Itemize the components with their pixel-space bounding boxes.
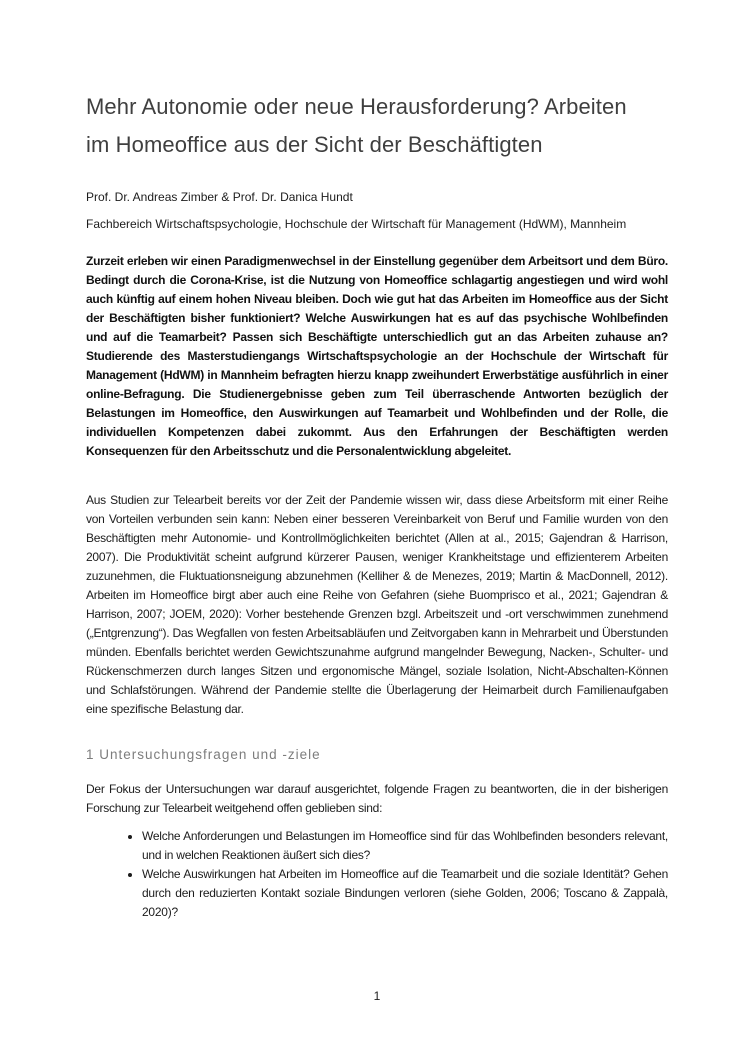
- author-byline: Prof. Dr. Andreas Zimber & Prof. Dr. Danica Hundt: [86, 190, 353, 204]
- section-intro-paragraph: Der Fokus der Untersuchungen war darauf ausgerichtet, folgende Fragen zu beantworten, die in der bisherigen Forschung zur Telearbeit weitgehend offen geblieben sind:: [86, 782, 668, 815]
- affiliation: Fachbereich Wirtschaftspsychologie, Hochschule der Wirtschaft für Management (HdWM), Mannheim: [86, 217, 627, 231]
- list-item: • Welche Auswirkungen hat Arbeiten im Homeoffice auf die Teamarbeit und die soziale Identität? Gehen durch den reduzierten Kontakt soziale Bindungen verloren (siehe Golden, 2006; Toscano & Zappalà, 2020)?: [142, 865, 668, 922]
- intro-paragraph: Aus Studien zur Telearbeit bereits vor der Zeit der Pandemie wissen wir, dass diese Arbeitsform mit einer Reihe von Vorteilen verbunden sein kann: Neben einer besseren Vereinbarkeit von Beruf und Familie wurden von den Beschäftigten mehr Autonomie- und Kontrollmöglichkeiten berichtet (Allen at al., 2015; Gajendran & Harrison, 2007). Die Produktivität scheint aufgrund kürzerer Pausen, weniger Krankheitstage und effizienterem Arbeiten zuzunehmen, die Fluktuationsneigung abzunehmen (Kelliher & de Menezes, 2019; Martin & MacDonnell, 2012). Arbeiten im Homeoffice birgt aber auch eine Reihe von Gefahren (siehe Buomprisco et al., 2021; Gajendran & Harrison, 2007; JOEM, 2020): Vorher bestehende Grenzen bzgl. Arbeitszeit und -ort verschwimmen zunehmend („Entgrenzung“). Das Wegfallen von festen Arbeitsabläufen und Zeitvorgaben kann in Mehrarbeit und Überstunden münden. Ebenfalls berichtet werden Gewichtszunahme aufgrund mangelnder Bewegung, Nacken-, Schulter- und Rückenschmerzen durch langes Sitzen und ergonomische Mängel, soziale Isolation, Nicht-Abschalten-Können und Schlafstörungen. Während der Pandemie stellte die Überlagerung der Heimarbeit durch Familienaufgaben eine spezifische Belastung dar.: [86, 493, 668, 716]
- section-heading: 1 Untersuchungsfragen und -ziele: [86, 747, 321, 762]
- page-number: 1: [373, 989, 381, 1003]
- research-question-list: [86, 827, 668, 922]
- page-title: Mehr Autonomie oder neue Herausforderung? Arbeiten im Homeoffice aus der Sicht der Beschäftigten: [86, 94, 627, 157]
- list-item: • Welche Anforderungen und Belastungen im Homeoffice sind für das Wohlbefinden besonders relevant, und in welchen Reaktionen äußert sich dies?: [142, 827, 668, 865]
- abstract-paragraph: Zurzeit erleben wir einen Paradigmenwechsel in der Einstellung gegenüber dem Arbeitsort und dem Büro. Bedingt durch die Corona-Krise, ist die Nutzung von Homeoffice schlagartig angestiegen und wird wohl auch künftig auf einem hohen Niveau bleiben. Doch wie gut hat das Arbeiten im Homeoffice aus der Sicht der Beschäftigten bisher funktioniert? Welche Auswirkungen hat es auf das psychische Wohlbefinden und auf die Teamarbeit? Passen sich Beschäftigte unterschiedlich gut an das Arbeiten zuhause an? Studierende des Masterstudiengangs Wirtschaftspsychologie an der Hochschule der Wirtschaft für Management (HdWM) in Mannheim befragten hierzu knapp zweihundert Erwerbstätige ausführlich in einer online-Befragung. Die Studienergebnisse geben zum Teil überraschende Antworten bezüglich der Belastungen im Homeoffice, den Auswirkungen auf Teamarbeit und Wohlbefinden und der Rolle, die individuellen Kompetenzen dabei zukommt. Aus den Erfahrungen der Beschäftigten werden Konsequenzen für den Arbeitsschutz und die Personalentwicklung abgeleitet.: [86, 254, 668, 458]
